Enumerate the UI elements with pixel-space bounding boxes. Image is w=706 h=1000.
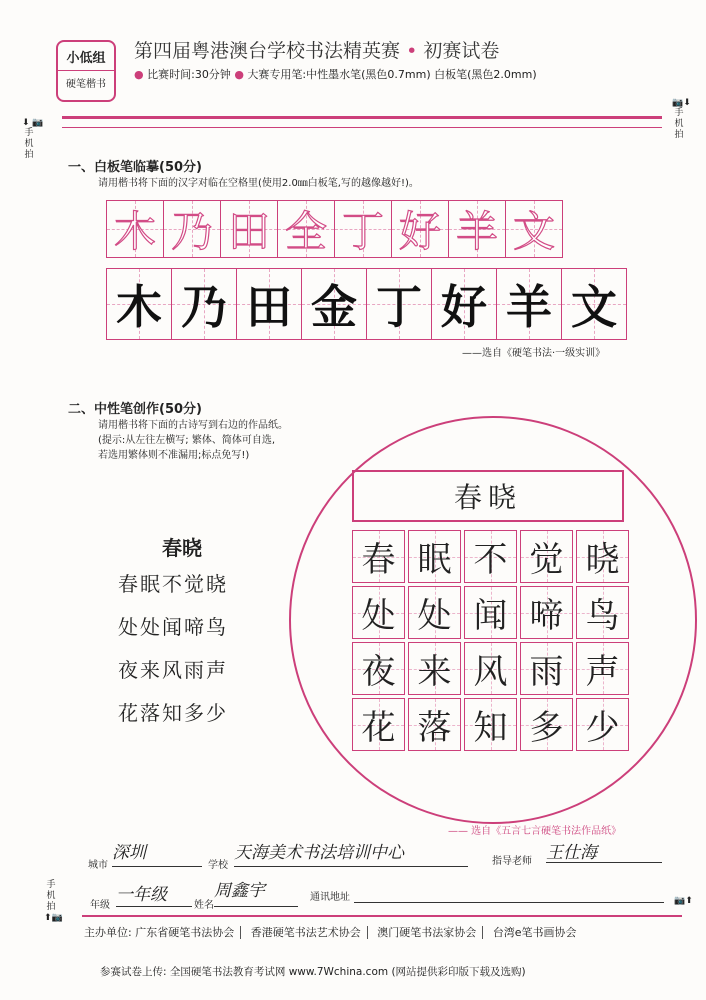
- model-cell: 木: [106, 200, 164, 258]
- copy-cell[interactable]: 好: [431, 268, 497, 340]
- copy-cell[interactable]: 木: [106, 268, 172, 340]
- camera-icon: ⬇ 📷: [22, 118, 44, 128]
- org-name: 广东省硬笔书法协会: [135, 926, 235, 939]
- title-suffix: 初赛试卷: [423, 40, 500, 62]
- poem-line: 处处闻啼鸟: [118, 615, 228, 639]
- bullet-icon: ●: [134, 68, 144, 81]
- work-cell[interactable]: 鸟: [576, 586, 629, 639]
- camera-icon: ⬆📷: [44, 913, 63, 923]
- header-divider: [62, 116, 662, 128]
- group-badge: [56, 40, 116, 102]
- copy-cell[interactable]: 羊: [496, 268, 562, 340]
- footer-divider: [82, 915, 682, 917]
- model-cell: 文: [505, 200, 563, 258]
- school-field[interactable]: 天海美术书法培训中心: [234, 838, 468, 867]
- grade-label: 年级: [90, 900, 110, 911]
- group-label: 小低组: [66, 51, 106, 66]
- model-cell: 好: [391, 200, 449, 258]
- section2-hint: 若选用繁体则不准漏用;标点免写!): [98, 450, 250, 461]
- section2-instruction: 请用楷书将下面的古诗写到右边的作品纸。 (提示:从左往左横写; 繁体、简体可自选, 若选用繁体则不准漏用;标点免写!): [98, 420, 288, 461]
- page-title: 第四届粤港澳台学校书法精英赛 • 初赛试卷: [134, 40, 500, 62]
- org-name: 台湾e笔书画协会: [492, 926, 577, 939]
- work-cell[interactable]: 啼: [520, 586, 573, 639]
- work-cell[interactable]: 风: [464, 642, 517, 695]
- side-marker-top-right: [672, 98, 691, 141]
- city-field[interactable]: 深圳: [112, 838, 202, 867]
- title-dot: •: [406, 40, 418, 62]
- phone-label: 手机拍: [46, 880, 56, 912]
- host-orgs: [84, 924, 577, 940]
- copy-cell[interactable]: 田: [236, 268, 302, 340]
- host-label: 主办单位:: [84, 926, 132, 939]
- city-label: 城市: [88, 860, 108, 871]
- teacher-label: 指导老师: [492, 856, 532, 867]
- work-cell[interactable]: 多: [520, 698, 573, 751]
- work-cell[interactable]: 春: [352, 530, 405, 583]
- phone-label: 手机拍: [24, 128, 34, 160]
- address-field[interactable]: [354, 882, 664, 903]
- name-label: 姓名: [194, 900, 214, 911]
- side-marker-bottom-left: [44, 880, 63, 923]
- work-cell[interactable]: 处: [408, 586, 461, 639]
- side-marker-bottom-right: [674, 896, 693, 906]
- work-title-box[interactable]: [352, 470, 624, 522]
- work-cell[interactable]: 来: [408, 642, 461, 695]
- poem-line: 夜来风雨声: [118, 658, 228, 682]
- copy-cell[interactable]: 金: [301, 268, 367, 340]
- work-cell[interactable]: 处: [352, 586, 405, 639]
- model-cell: 全: [277, 200, 335, 258]
- model-cell: 羊: [448, 200, 506, 258]
- work-cell[interactable]: 落: [408, 698, 461, 751]
- model-cell: 田: [220, 200, 278, 258]
- camera-icon: 📷⬇: [672, 98, 691, 108]
- work-cell[interactable]: 雨: [520, 642, 573, 695]
- grade-field[interactable]: 一年级: [116, 880, 192, 907]
- work-cell[interactable]: 觉: [520, 530, 573, 583]
- side-marker-top-left: [22, 118, 44, 161]
- poem-text: [118, 568, 228, 726]
- time-label: 比赛时间:30分钟: [147, 68, 231, 81]
- model-cell: 乃: [163, 200, 221, 258]
- bullet-icon: ●: [234, 68, 244, 81]
- poem-line: 花落知多少: [118, 701, 228, 725]
- name-field[interactable]: 周鑫宇: [214, 876, 298, 907]
- model-grid: [106, 200, 562, 258]
- work-cell[interactable]: 夜: [352, 642, 405, 695]
- work-cell[interactable]: 闻: [464, 586, 517, 639]
- work-cell[interactable]: 花: [352, 698, 405, 751]
- work-cell[interactable]: 声: [576, 642, 629, 695]
- work-cell[interactable]: 不: [464, 530, 517, 583]
- poem-line: 春眠不觉晓: [118, 572, 228, 596]
- copy-cell[interactable]: 丁: [366, 268, 432, 340]
- model-cell: 丁: [334, 200, 392, 258]
- upload-notice: 参赛试卷上传: 全国硬笔书法教育考试网 www.7Wchina.com (网站提供彩印版下载及选购): [100, 966, 526, 978]
- category-label: 硬笔楷书: [58, 70, 114, 90]
- work-cell[interactable]: 少: [576, 698, 629, 751]
- phone-label: 手机拍: [674, 108, 684, 140]
- camera-icon: 📷⬆: [674, 896, 693, 906]
- section1-instruction: 请用楷书将下面的汉字对临在空格里(使用2.0㎜白板笔,写的越像越好!)。: [98, 178, 419, 189]
- org-name: 香港硬笔书法艺术协会: [250, 926, 361, 939]
- copy-cell[interactable]: 乃: [171, 268, 237, 340]
- pen-label: 大赛专用笔:中性墨水笔(黑色0.7mm) 白板笔(黑色2.0mm): [247, 68, 537, 81]
- exam-info: [134, 66, 537, 82]
- work-title: 春晓: [453, 481, 522, 514]
- work-cell[interactable]: 知: [464, 698, 517, 751]
- school-label: 学校: [208, 860, 228, 871]
- address-label: 通讯地址: [310, 892, 350, 903]
- work-cell[interactable]: 晓: [576, 530, 629, 583]
- section2-title: 二、中性笔创作(50分): [68, 402, 202, 417]
- poem-title: 春晓: [162, 536, 202, 560]
- section1-title: 一、白板笔临摹(50分): [68, 160, 202, 175]
- copy-cell[interactable]: 文: [561, 268, 627, 340]
- teacher-field[interactable]: 王仕海: [546, 838, 662, 863]
- work-grid: [352, 530, 629, 751]
- section2-hint: (提示:从左往左横写; 繁体、简体可自选,: [98, 435, 275, 446]
- section2-source: —— 选自《五言七言硬笔书法作品纸》: [448, 826, 622, 837]
- org-name: 澳门硬笔书法家协会: [377, 926, 477, 939]
- section1-source: ——选自《硬笔书法·一级实训》: [462, 348, 606, 359]
- work-cell[interactable]: 眠: [408, 530, 461, 583]
- copy-grid: [106, 268, 626, 340]
